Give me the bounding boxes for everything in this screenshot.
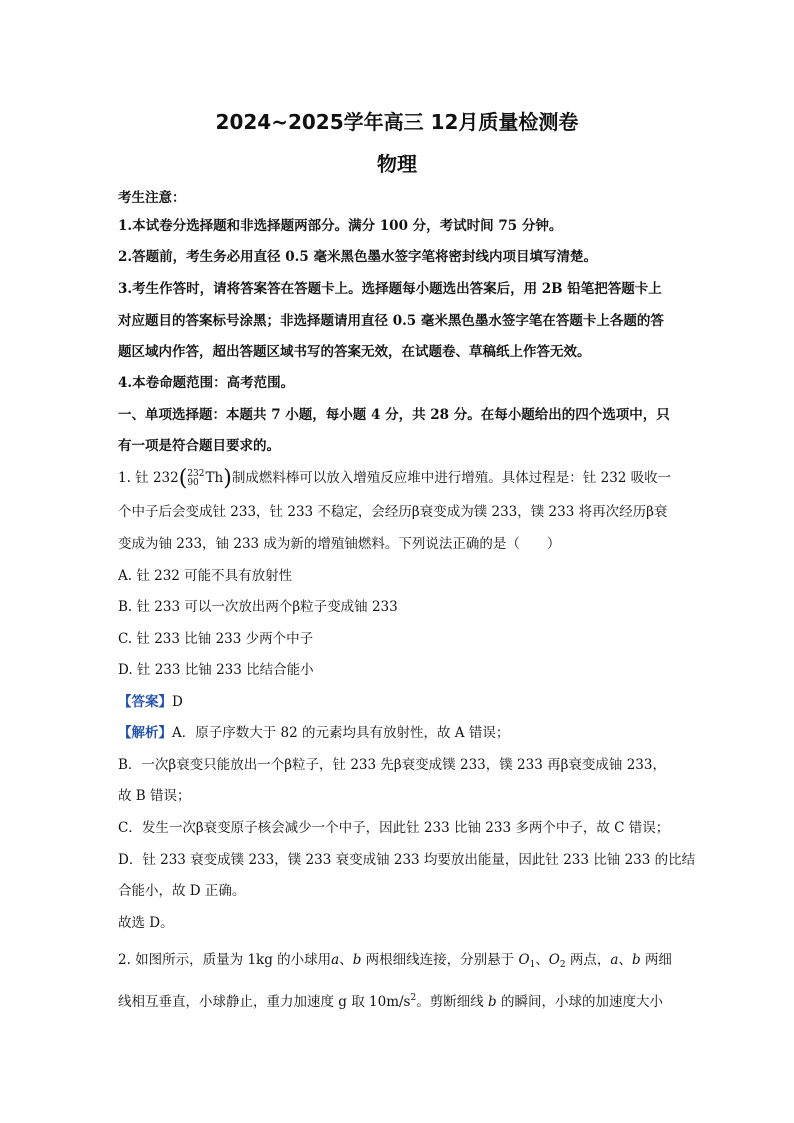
section-heading: 一、单项选择题：本题共 7 小题，每小题 4 分，共 28 分。在每小题给出的四个选项中，只 (118, 407, 670, 423)
gravity-value: 10m/s (369, 994, 411, 1010)
answer-label: 【答案】 (118, 694, 172, 710)
notice-item: 对应题目的答案标号涂黑；非选择题请用直径 0.5 毫米黑色墨水签字笔在答题卡上各题的答 (118, 313, 664, 329)
q1-line1-rest: 制成燃料棒可以放入增殖反应堆中进行增殖。具体过程是：钍 232 吸收一 (231, 470, 672, 486)
question-1-line: 个中子后会变成钍 233，钍 233 不稳定，会经历β衰变成为镤 233，镤 233 将再次经历β衰 (118, 504, 668, 520)
line-b-label: b (488, 994, 497, 1010)
question-1-stem (118, 468, 671, 489)
analysis-line: 合能小，故 D 正确。 (118, 883, 246, 899)
option-d: D. 钍 233 比铀 233 比结合能小 (118, 662, 314, 678)
analysis-line: C．发生一次β衰变原子核会减少一个中子，因此钍 233 比铀 233 多两个中子，故 C 错误； (118, 820, 670, 836)
q1-prefix: 1. 钍 232 (118, 470, 179, 486)
q2-text: 线相互垂直，小球静止，重力加速度 g 取 (118, 994, 370, 1010)
notice-item: 4.本卷命题范围：高考范围。 (118, 375, 295, 391)
answer-line (118, 692, 183, 712)
notice-item: 1.本试卷分选择题和非选择题两部分。满分 100 分，考试时间 75 分钟。 (118, 218, 563, 234)
line-b-label: b (631, 952, 641, 968)
q2-text: 。剪断细线 (416, 994, 489, 1010)
section-heading-cont: 有一项是符合题目要求的。 (118, 438, 280, 454)
option-b: B. 钍 233 可以一次放出两个β粒子变成铀 233 (118, 599, 398, 615)
analysis-line: 故选 D。 (118, 915, 174, 931)
point-o1-subscript: 1 (529, 960, 536, 970)
point-o1: O (518, 952, 530, 968)
separator: 、 (535, 952, 549, 968)
notice-item: 题区域内作答，超出答题区域书写的答案无效，在试题卷、草稿纸上作答无效。 (118, 344, 591, 360)
question-2-stem (118, 950, 672, 975)
gravity-exponent: 2 (410, 993, 417, 1003)
question-2-line (118, 988, 663, 1012)
analysis-line: 故 B 错误； (118, 788, 191, 804)
option-c: C. 钍 233 比铀 233 少两个中子 (118, 631, 314, 647)
option-a: A. 钍 232 可能不具有放射性 (118, 568, 293, 584)
element-symbol: Th (205, 470, 224, 486)
q2-text: 的瞬间，小球的加速度大小 (496, 994, 663, 1010)
q2-text: 两根细线连接，分别悬于 (361, 952, 519, 968)
separator: 、 (618, 952, 632, 968)
line-a-label: a (331, 952, 340, 968)
point-o2-subscript: 2 (559, 960, 566, 970)
analysis-text: A．原子序数大于 82 的元素均具有放射性，故 A 错误； (172, 725, 510, 741)
line-b-label: b (352, 952, 362, 968)
notice-item: 2.答题前，考生务必用直径 0.5 毫米黑色墨水签字笔将密封线内项目填写清楚。 (118, 249, 597, 265)
exam-title: 2024~2025学年高三 12月质量检测卷 (215, 110, 579, 134)
analysis-line: B．一次β衰变只能放出一个β粒子，钍 233 先β衰变成镤 233，镤 233 再β衰变成铀 233， (118, 757, 666, 773)
separator: 、 (339, 952, 353, 968)
q2-text: 两细 (640, 952, 672, 968)
left-paren: ( (178, 466, 188, 491)
nuclide-numbers (187, 470, 204, 488)
q2-text: 两点， (565, 952, 611, 968)
atomic-number: 90 (187, 477, 199, 488)
notice-item: 3.考生作答时，请将答案答在答题卡上。选择题每小题选出答案后，用 2B 铅笔把答题卡上 (118, 281, 662, 297)
subject-title: 物理 (377, 152, 417, 176)
answer-value: D (172, 694, 183, 710)
right-paren: ) (223, 466, 232, 491)
analysis-label: 【解析】 (118, 725, 172, 741)
line-a-label: a (610, 952, 619, 968)
question-1-line: 变成为铀 233，铀 233 成为新的增殖铀燃料。下列说法正确的是（ ） (118, 536, 561, 552)
point-o2: O (548, 952, 560, 968)
notice-heading: 考生注意： (118, 190, 186, 206)
mass-number: 232 (187, 468, 205, 479)
analysis-line: D．钍 233 衰变成镤 233，镤 233 衰变成铀 233 均要放出能量，因此钍 233 比铀 233 的比结 (118, 852, 696, 868)
q2-text: 2. 如图所示，质量为 1kg 的小球用 (118, 952, 332, 968)
analysis-line (118, 723, 509, 743)
